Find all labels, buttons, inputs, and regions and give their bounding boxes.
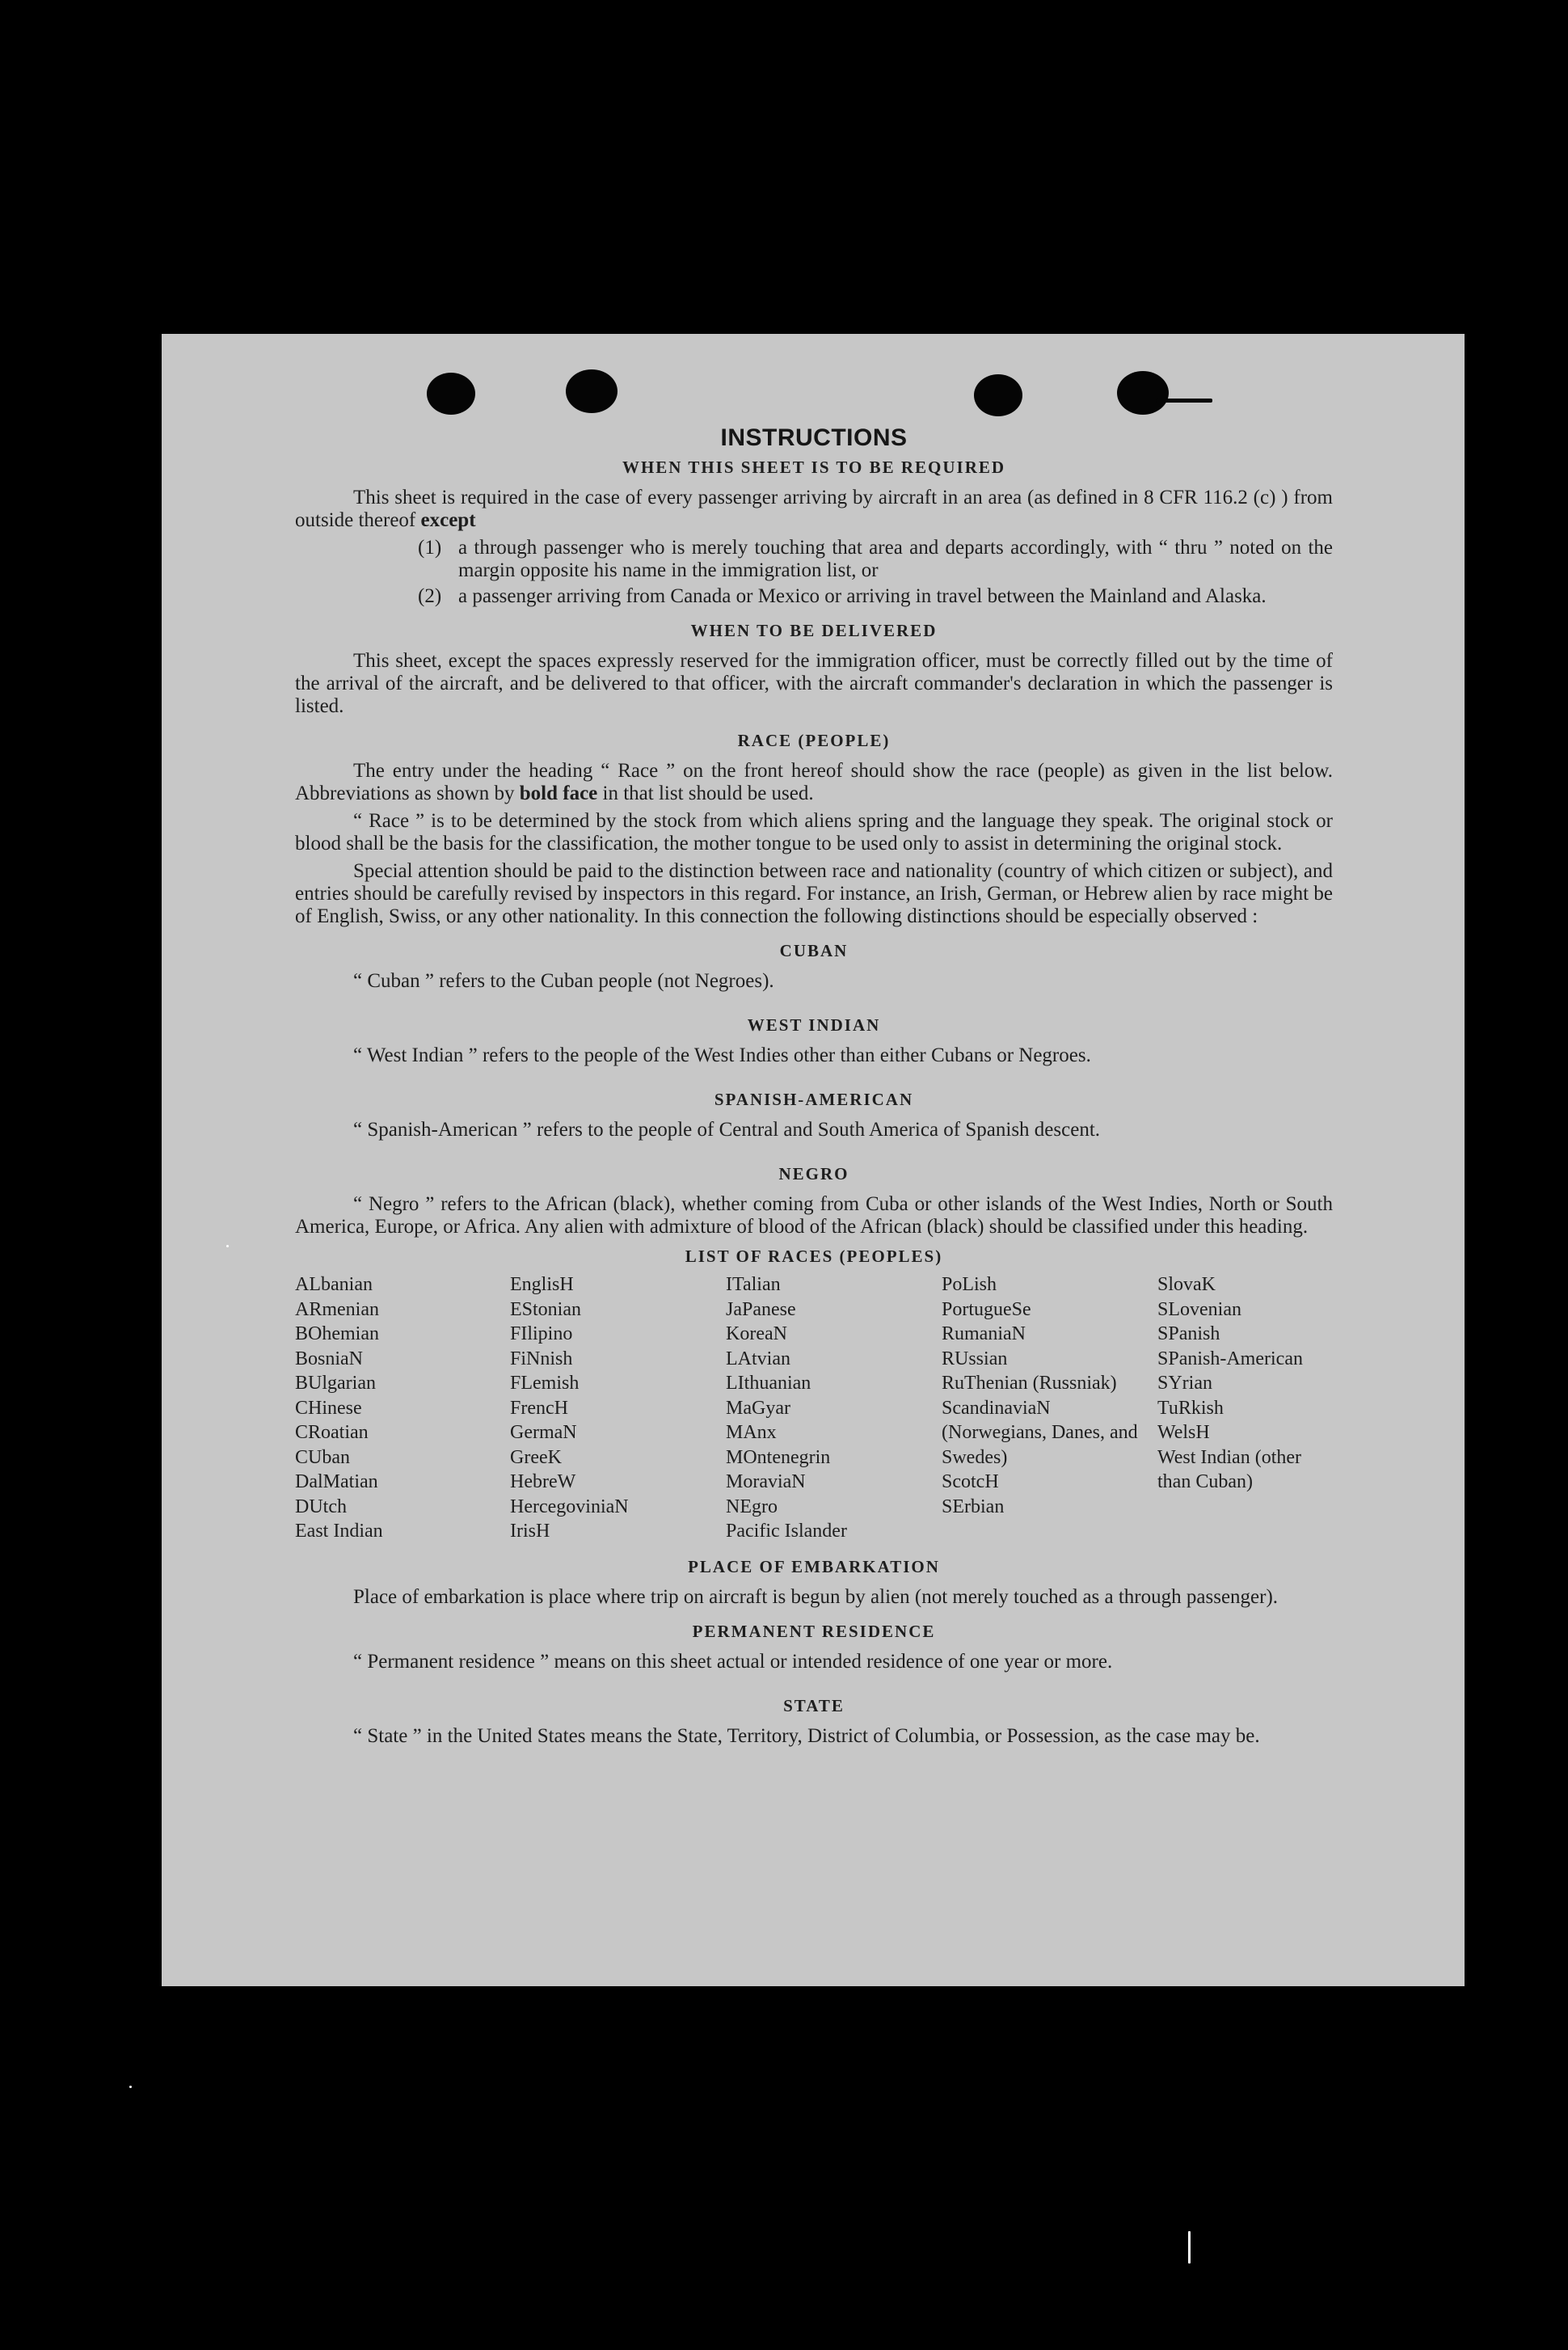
list-item: EStonian	[510, 1298, 581, 1320]
heading-negro: NEGRO	[778, 1164, 849, 1183]
list-item: NEgro	[726, 1496, 778, 1517]
heading-residence: PERMANENT RESIDENCE	[692, 1621, 936, 1641]
list-item: PoLish	[942, 1274, 997, 1295]
heading-when-required: WHEN THIS SHEET IS TO BE REQUIRED	[622, 458, 1006, 477]
list-item: ALbanian	[295, 1274, 373, 1295]
list-item: CUban	[295, 1446, 350, 1468]
list-item: MoraviaN	[726, 1471, 806, 1492]
when-required-item-2: (2) a passenger arriving from Canada or Mexico or arriving in travel between the Mainland and Alaska.	[418, 585, 1267, 607]
race-paragraph-2: “ Race ” is to be determined by the stock from which aliens spring and the language they speak. The original stock or blood shall be the basis for the classification, the mother tongue to be used only to assist in determining the original stock.	[295, 810, 1333, 854]
list-item: SYrian	[1157, 1373, 1212, 1394]
punch-hole-1	[427, 373, 475, 415]
heading-west-indian: WEST INDIAN	[747, 1015, 881, 1035]
list-item: SlovaK	[1157, 1274, 1216, 1295]
heading-when-delivered: WHEN TO BE DELIVERED	[690, 621, 938, 640]
when-required-item-1: (1) a through passenger who is merely touching that area and departs accordingly, with “ thru ” noted on the margin opposite his name in the immigration list, or	[418, 537, 1333, 581]
race-paragraph-1: The entry under the heading “ Race ” on the front hereof should show the race (people) as given in the list below. Abbreviations as shown by bold face in that list should be used.	[295, 760, 1333, 804]
races-column-4	[942, 1272, 1157, 1544]
list-item: FrencH	[510, 1397, 568, 1419]
list-item: SPanish	[1157, 1323, 1220, 1344]
list-item: BosniaN	[295, 1348, 363, 1369]
list-item: KoreaN	[726, 1323, 787, 1344]
list-item: MaGyar	[726, 1397, 790, 1419]
list-item: BUlgarian	[295, 1373, 376, 1394]
list-item: EnglisH	[510, 1274, 574, 1295]
heading-races-list: LIST OF RACES (PEOPLES)	[685, 1247, 943, 1266]
list-item: CRoatian	[295, 1422, 369, 1443]
page-title: INSTRUCTIONS	[720, 424, 908, 451]
dust-speck	[129, 2086, 132, 2088]
list-item: MAnx	[726, 1422, 777, 1443]
list-item: East Indian	[295, 1521, 383, 1542]
list-item: FiNnish	[510, 1348, 573, 1369]
list-item: West Indian (other than Cuban)	[1157, 1446, 1302, 1492]
races-column-5	[1157, 1272, 1333, 1544]
list-item: Pacific Islander	[726, 1521, 847, 1542]
list-item: ARmenian	[295, 1298, 379, 1320]
races-list	[295, 1272, 1333, 1544]
residence-text: “ Permanent residence ” means on this sheet actual or intended residence of one year or more.	[353, 1650, 1113, 1673]
list-item: BOhemian	[295, 1323, 379, 1344]
list-item: FIlipino	[510, 1323, 573, 1344]
list-item: SErbian	[942, 1496, 1005, 1517]
list-item: LAtvian	[726, 1348, 790, 1369]
west-indian-text: “ West Indian ” refers to the people of the West Indies other than either Cubans or Negroes.	[353, 1044, 1091, 1066]
list-item: LIthuanian	[726, 1373, 811, 1394]
list-item: GermaN	[510, 1422, 577, 1443]
state-text: “ State ” in the United States means the State, Territory, District of Columbia, or Possession, as the case may be.	[353, 1724, 1260, 1747]
punch-hole-3	[974, 374, 1022, 416]
negro-text: “ Negro ” refers to the African (black), whether coming from Cuba or other islands of the West Indies, North or South America, Europe, or Africa. Any alien with admixture of blood of the African (black) should be classified under this heading.	[295, 1193, 1333, 1238]
list-item: HercegoviniaN	[510, 1496, 629, 1517]
races-column-2	[510, 1272, 726, 1544]
list-item: FLemish	[510, 1373, 580, 1394]
heading-embarkation: PLACE OF EMBARKATION	[688, 1556, 940, 1576]
list-item: ScotcH	[942, 1471, 999, 1492]
list-item: ITalian	[726, 1274, 781, 1295]
punch-hole-4	[1117, 371, 1169, 415]
list-item: MOntenegrin	[726, 1446, 831, 1468]
list-item: DUtch	[295, 1496, 347, 1517]
list-item: SLovenian	[1157, 1298, 1241, 1320]
list-item: DalMatian	[295, 1471, 378, 1492]
list-item: RUssian	[942, 1348, 1008, 1369]
list-item: SPanish-American	[1157, 1348, 1303, 1369]
races-column-3	[726, 1272, 942, 1544]
list-item: TuRkish	[1157, 1397, 1224, 1419]
cuban-text: “ Cuban ” refers to the Cuban people (not Negroes).	[353, 970, 774, 992]
when-delivered-text: This sheet, except the spaces expressly reserved for the immigration officer, must be correctly filled out by the time of the arrival of the aircraft, and be delivered to that officer, with the aircraft commander's declaration in which the passenger is listed.	[295, 650, 1333, 717]
list-item: PortugueSe	[942, 1298, 1031, 1320]
punch-hole-tail	[1156, 399, 1212, 403]
instruction-sheet	[162, 334, 1465, 1986]
list-item: IrisH	[510, 1521, 550, 1542]
dust-speck	[1188, 2231, 1191, 2264]
list-item: GreeK	[510, 1446, 562, 1468]
heading-race: RACE (PEOPLE)	[737, 731, 891, 750]
races-column-1	[295, 1272, 510, 1544]
list-item: RuThenian (Russniak)	[942, 1373, 1117, 1394]
punch-hole-2	[566, 369, 618, 413]
heading-spanish-american: SPANISH-AMERICAN	[714, 1090, 914, 1109]
list-item: JaPanese	[726, 1298, 796, 1320]
race-paragraph-3: Special attention should be paid to the distinction between race and nationality (country of which citizen or subject), and entries should be carefully revised by inspectors in this regard. For instance, an Irish, German, or Hebrew alien by race might be of English, Swiss, or any other nationality. In this connection the following distinctions should be especially observed :	[295, 860, 1333, 927]
list-item: ScandinaviaN (Norwegians, Danes, and Swedes)	[942, 1397, 1138, 1468]
list-item: CHinese	[295, 1397, 362, 1419]
instructions-content	[295, 424, 1333, 1748]
heading-state: STATE	[783, 1695, 845, 1715]
list-item: RumaniaN	[942, 1323, 1026, 1344]
list-item: WelsH	[1157, 1422, 1210, 1443]
dust-speck	[226, 1245, 229, 1247]
spanish-american-text: “ Spanish-American ” refers to the people of Central and South America of Spanish descent.	[353, 1119, 1101, 1141]
heading-cuban: CUBAN	[779, 941, 849, 960]
list-item: HebreW	[510, 1471, 576, 1492]
when-required-intro: This sheet is required in the case of every passenger arriving by aircraft in an area (as defined in 8 CFR 116.2 (c) ) from outside thereof except	[295, 487, 1333, 531]
embarkation-text: Place of embarkation is place where trip on aircraft is begun by alien (not merely touched as a through passenger).	[353, 1585, 1279, 1608]
